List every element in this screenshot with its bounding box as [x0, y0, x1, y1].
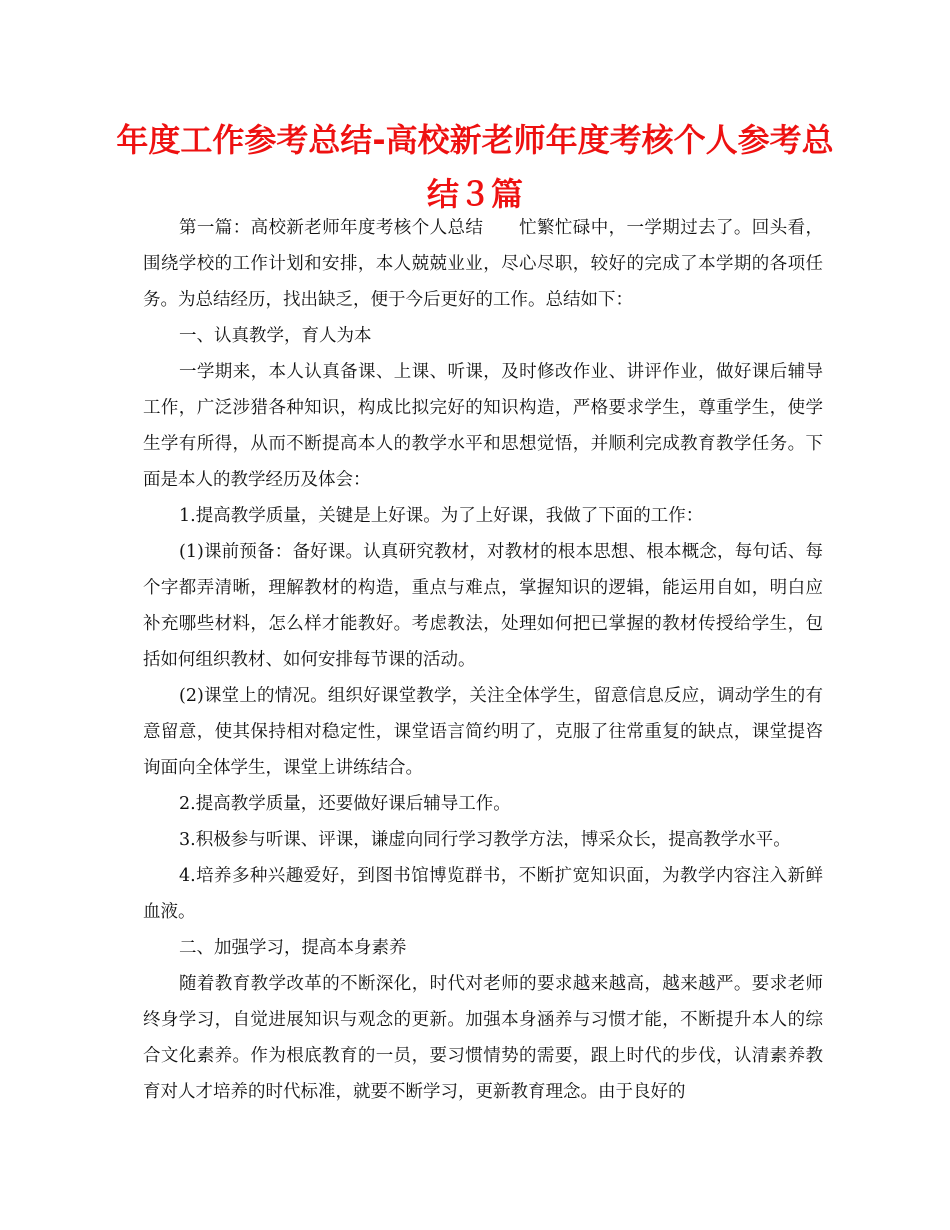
document-body	[143, 210, 823, 1110]
list-subitem-1: (1)课前预备：备好课。认真研究教材，对教材的根本思想、根本概念，每句话、每个字都弄清晰，理解教材的构造，重点与难点，掌握知识的逻辑，能运用自如，明白应补充哪些材料，怎么样才能教好。考虑教法，处理如何把已掌握的教材传授给学生，包括如何组织教材、如何安排每节课的活动。	[143, 542, 823, 670]
list-item-3: 3.积极参与听课、评课，谦虚向同行学习教学方法，博采众长，提高教学水平。	[179, 830, 791, 850]
paragraph-teaching-summary: 一学期来，本人认真备课、上课、听课，及时修改作业、讲评作业，做好课后辅导工作，广泛涉猎各种知识，构成比拟完好的知识构造，严格要求学生，尊重学生，使学生学有所得，从而不断提高本人的教学水平和思想觉悟，并顺利完成教育教学任务。下面是本人的教学经历及体会：	[143, 362, 823, 490]
section-heading-teaching: 一、认真教学，育人为本	[179, 326, 372, 346]
list-item-2: 2.提高教学质量，还要做好课后辅导工作。	[179, 794, 511, 814]
list-item-4: 4.培养多种兴趣爱好，到图书馆博览群书，不断扩宽知识面，为教学内容注入新鲜血液。	[143, 866, 823, 922]
paragraph-intro: 第一篇：高校新老师年度考核个人总结 忙繁忙碌中，一学期过去了。回头看，围绕学校的工作计划和安排，本人兢兢业业，尽心尽职，较好的完成了本学期的各项任务。为总结经历，找出缺乏，便于今后更好的工作。总结如下：	[143, 218, 823, 310]
document-title: 年度工作参考总结-高校新老师年度考核个人参考总结３篇	[116, 121, 834, 213]
list-subitem-2: (2)课堂上的情况。组织好课堂教学，关注全体学生，留意信息反应，调动学生的有意留意，使其保持相对稳定性，课堂语言简约明了，克服了往常重复的缺点，课堂提咨询面向全体学生，课堂上讲练结合。	[143, 686, 823, 778]
list-item-1: 1.提高教学质量，关键是上好课。为了上好课，我做了下面的工作：	[179, 506, 704, 526]
section-heading-learning: 二、加强学习，提高本身素养	[179, 938, 407, 958]
paragraph-learning: 随着教育教学改革的不断深化，时代对老师的要求越来越高，越来越严。要求老师终身学习，自觉进展知识与观念的更新。加强本身涵养与习惯才能，不断提升本人的综合文化素养。作为根底教育的一员，要习惯情势的需要，跟上时代的步伐，认清素养教育对人才培养的时代标准，就要不断学习，更新教育理念。由于良好的	[143, 974, 823, 1102]
